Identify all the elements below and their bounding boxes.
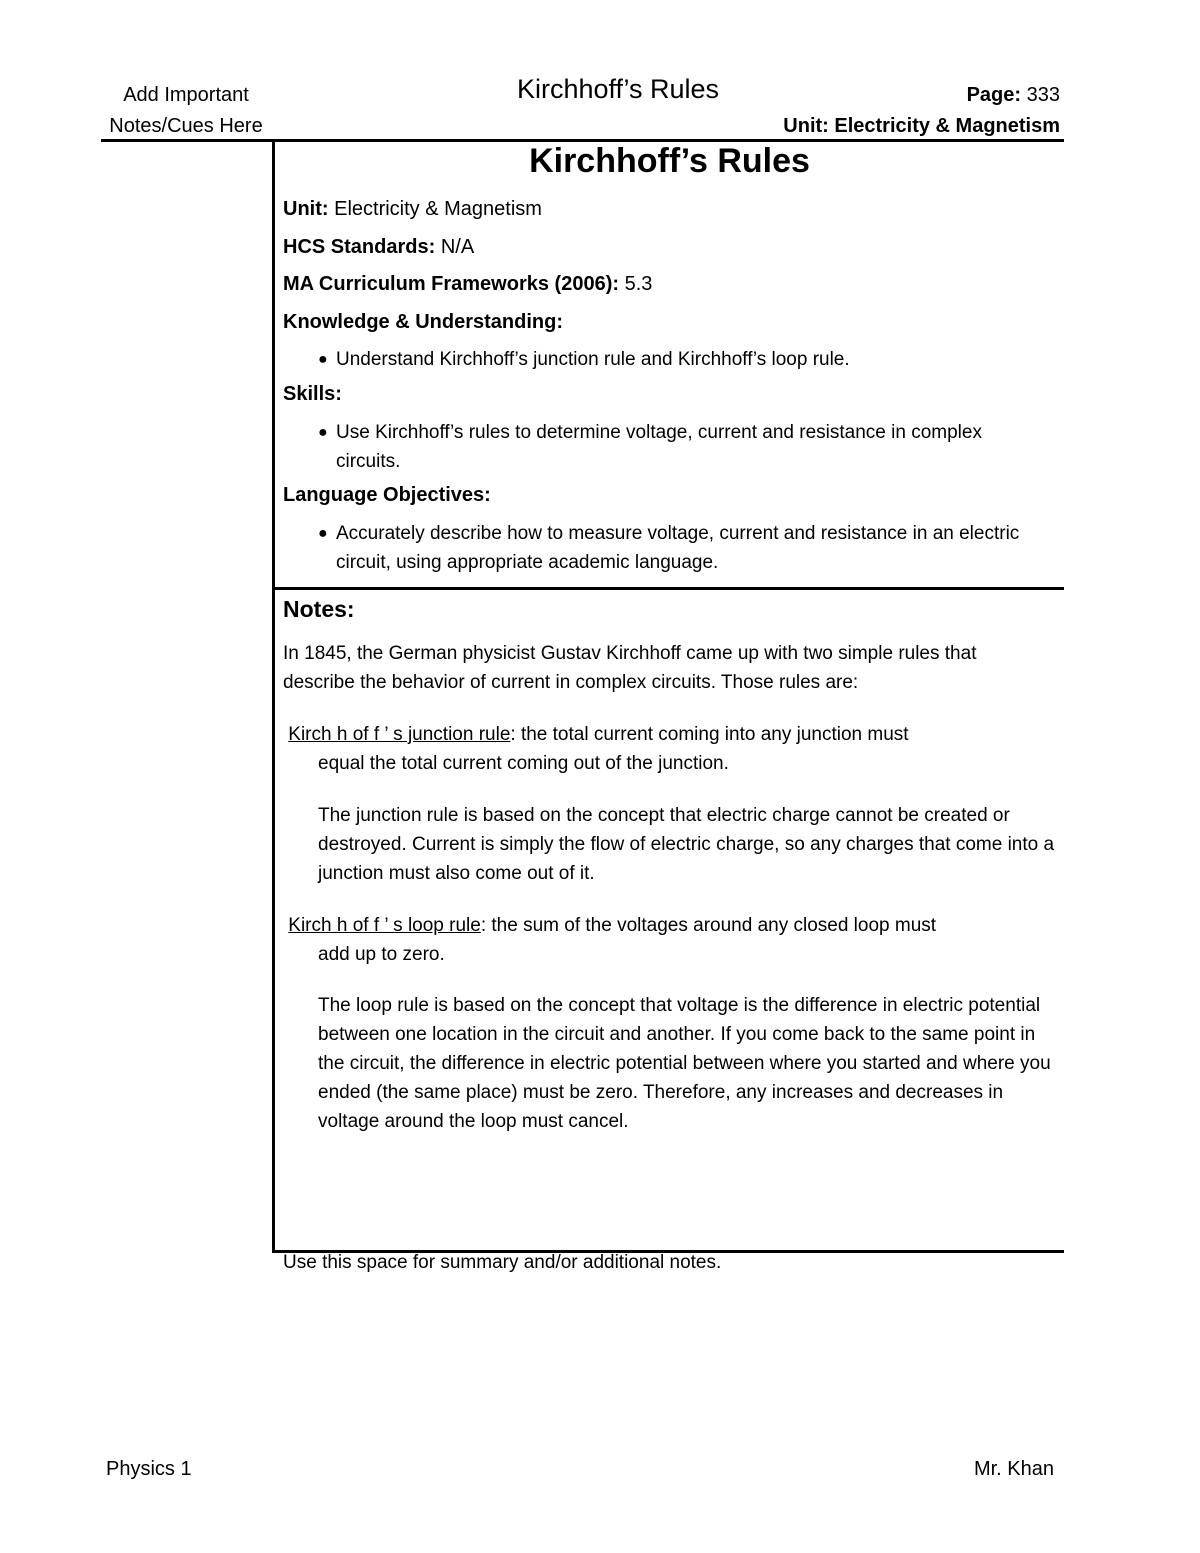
notes-intro: In 1845, the German physicist Gustav Kirchhoff came up with two simple rules that describe the behavior of current in complex circuits. Those rules are:: [283, 643, 977, 693]
ma-line: [283, 273, 652, 296]
bullet-icon: ●: [318, 424, 328, 441]
junction-rule-term: Kirch h of f ’ s junction rule: [288, 724, 511, 745]
page-title: Kirchhoff’s Rules: [529, 142, 810, 180]
junction-rule-def-cont: equal the total current coming out of the junction.: [318, 753, 729, 774]
unit-line: [283, 198, 542, 221]
loop-rule-definition: [283, 911, 1053, 969]
bullet-icon: ●: [318, 525, 328, 542]
language-item: ● Accurately describe how to measure voltage, current and resistance in an electric circuit, using appropriate academic language.: [318, 519, 1058, 577]
knowledge-item: ● Understand Kirchhoff’s junction rule and Kirchhoff’s loop rule.: [318, 345, 1058, 374]
objectives-divider: [272, 587, 1064, 590]
language-heading: Language Objectives:: [283, 484, 491, 506]
loop-rule-def-first: : the sum of the voltages around any closed loop must: [480, 915, 937, 936]
loop-rule-explanation: The loop rule is based on the concept that voltage is the difference in electric potential between one location in the circuit and another. If you come back to the same point in the circuit, the difference in electric potential between where you started and where you ended (the same place) must be zero. Therefore, any increases and decreases in voltage around the loop must cancel.: [318, 995, 1051, 1132]
page-label: Page:: [966, 84, 1022, 106]
loop-rule-def-cont: add up to zero.: [318, 944, 445, 965]
hcs-line: [283, 236, 474, 259]
page-number: 333: [1026, 84, 1060, 106]
knowledge-heading: Knowledge & Understanding:: [283, 311, 563, 333]
hcs-value: N/A: [440, 236, 475, 258]
header-page-info: [783, 80, 1060, 142]
unit-value: Electricity & Magnetism: [334, 198, 542, 220]
loop-rule-term: Kirch h of f ’ s loop rule: [288, 915, 481, 936]
hcs-label: HCS Standards:: [283, 236, 436, 258]
cue-column-heading: [100, 80, 272, 142]
notes-heading: Notes:: [283, 596, 355, 622]
junction-rule-def-first: : the total current coming into any junction must: [510, 724, 909, 745]
ma-value: 5.3: [624, 273, 653, 295]
bullet-icon: ●: [318, 351, 328, 368]
cue-column-divider: [272, 139, 275, 1253]
skills-item: ● Use Kirchhoff’s rules to determine voltage, current and resistance in complex circuits.: [318, 418, 1018, 476]
ma-label: MA Curriculum Frameworks (2006):: [283, 273, 620, 295]
junction-rule-explanation: The junction rule is based on the concept that electric charge cannot be created or destroyed. Current is simply the flow of electric charge, so any charges that come into a junction must also come out of it.: [318, 805, 1055, 884]
header-unit: Unit: Electricity & Magnetism: [783, 115, 1060, 137]
skills-heading: Skills:: [283, 383, 342, 405]
footer-course: Physics 1: [106, 1458, 192, 1480]
footer-teacher: Mr. Khan: [973, 1458, 1054, 1480]
junction-rule-definition: [283, 720, 1053, 778]
summary-prompt: Use this space for summary and/or additional notes.: [283, 1252, 722, 1273]
unit-label: Unit:: [283, 198, 329, 220]
header-title: Kirchhoff’s Rules: [516, 74, 720, 104]
cue-heading-line1: Add Important: [123, 84, 249, 106]
cue-heading-line2: Notes/Cues Here: [109, 115, 263, 137]
